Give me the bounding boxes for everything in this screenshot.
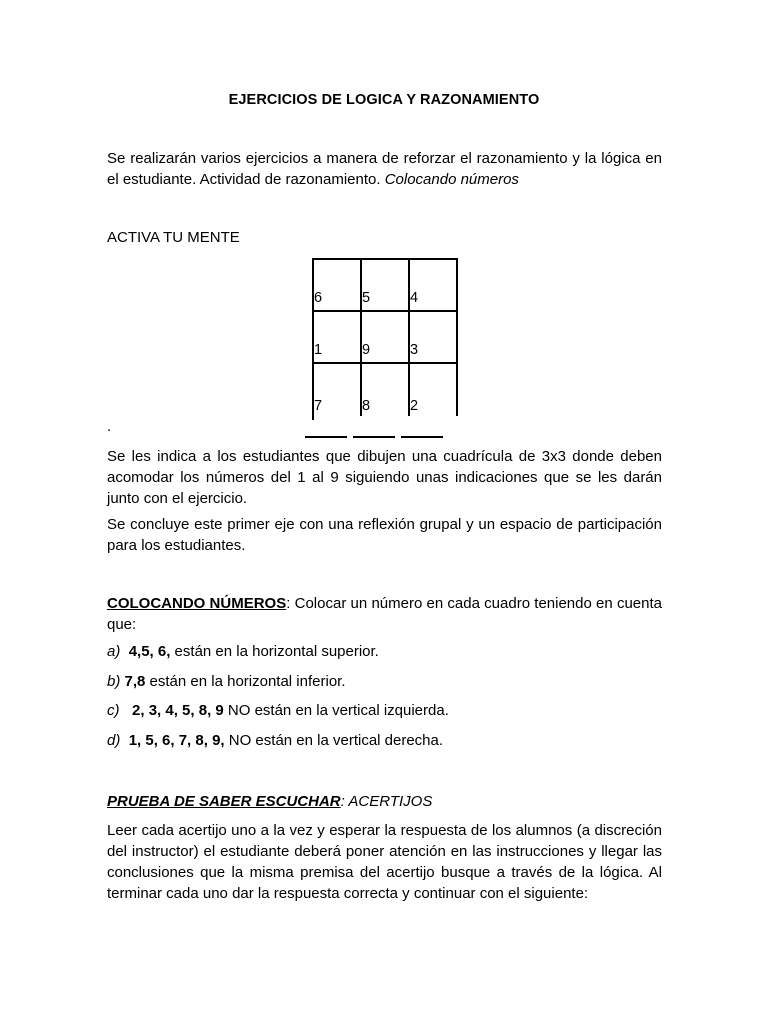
grid-cell-value: 2 [410, 398, 419, 414]
condition-text: están en la horizontal inferior. [145, 673, 346, 690]
grid-cell-value: 4 [410, 290, 419, 306]
answer-blank [305, 436, 347, 438]
grid-cell-value: 9 [362, 342, 371, 358]
grid-cell [314, 364, 362, 416]
grid-cell [314, 312, 362, 364]
condition-numbers: 1, 5, 6, 7, 8, 9, [128, 732, 225, 749]
condition-marker: b) [107, 673, 121, 690]
page-title: EJERCICIOS DE LOGICA Y RAZONAMIENTO [228, 92, 540, 108]
condition-marker: d) [107, 732, 121, 749]
conclusion-paragraph: Se concluye este primer eje con una reflexión grupal y un espacio de participación para los estudiantes. [107, 516, 662, 554]
grid-cell-value: 5 [362, 290, 371, 306]
stray-dot: . [107, 418, 112, 435]
condition-text: están en la horizontal superior. [170, 643, 379, 660]
grid-cell [362, 364, 410, 416]
condition-text: NO están en la vertical izquierda. [223, 702, 449, 719]
condition-numbers: 4,5, 6, [128, 643, 171, 660]
condition-item [107, 643, 379, 660]
prueba-heading [107, 791, 662, 812]
number-grid [312, 258, 458, 420]
condition-marker: a) [107, 643, 121, 660]
grid-cell [410, 364, 458, 416]
intro-italic: Colocando números [384, 171, 519, 188]
grid-cell-value: 7 [314, 398, 323, 414]
prueba-title: PRUEBA DE SABER ESCUCHAR [107, 793, 341, 810]
condition-numbers: 7,8 [124, 673, 146, 690]
condition-marker: c) [107, 702, 120, 719]
condition-item [107, 673, 346, 690]
intro-paragraph [107, 148, 662, 190]
condition-item [107, 732, 443, 749]
grid-cell [362, 312, 410, 364]
colocando-text: : Colocar un número en cada cuadro teniendo en cuenta que: [107, 595, 662, 633]
answer-blank [353, 436, 395, 438]
activa-heading: ACTIVA TU MENTE [107, 229, 240, 246]
colocando-heading: COLOCANDO NÚMEROS [107, 595, 287, 612]
condition-item [107, 702, 449, 719]
grid-cell-value: 6 [314, 290, 323, 306]
prueba-subtitle: : ACERTIJOS [340, 793, 433, 810]
grid-cell [314, 260, 362, 312]
intro-text: Se realizarán varios ejercicios a manera de reforzar el razonamiento y la lógica en el estudiante. Actividad de razonamiento. [107, 150, 662, 188]
answer-blank [401, 436, 443, 438]
grid-cell-value: 8 [362, 398, 371, 414]
instructions-paragraph: Leer cada acertijo uno a la vez y esperar la respuesta de los alumnos (a discreción del instructor) el estudiante deberá poner atención en las instrucciones y llegar las conclusiones que la misma premisa del acertijo busque a través de la lógica. Al terminar cada uno dar la respuesta correcta y continuar con el siguiente: [107, 822, 662, 902]
condition-text: NO están en la vertical derecha. [224, 732, 444, 749]
description-paragraph: Se les indica a los estudiantes que dibujen una cuadrícula de 3x3 donde deben acomodar los números del 1 al 9 siguiendo unas indicaciones que se les darán junto con el ejercicio. [107, 448, 662, 507]
grid-cell [410, 260, 458, 312]
colocando-paragraph [107, 593, 662, 635]
grid-cell [410, 312, 458, 364]
condition-numbers: 2, 3, 4, 5, 8, 9 [132, 702, 224, 719]
grid-cell [362, 260, 410, 312]
grid-cell-value: 3 [410, 342, 419, 358]
grid-cell-value: 1 [314, 342, 323, 358]
